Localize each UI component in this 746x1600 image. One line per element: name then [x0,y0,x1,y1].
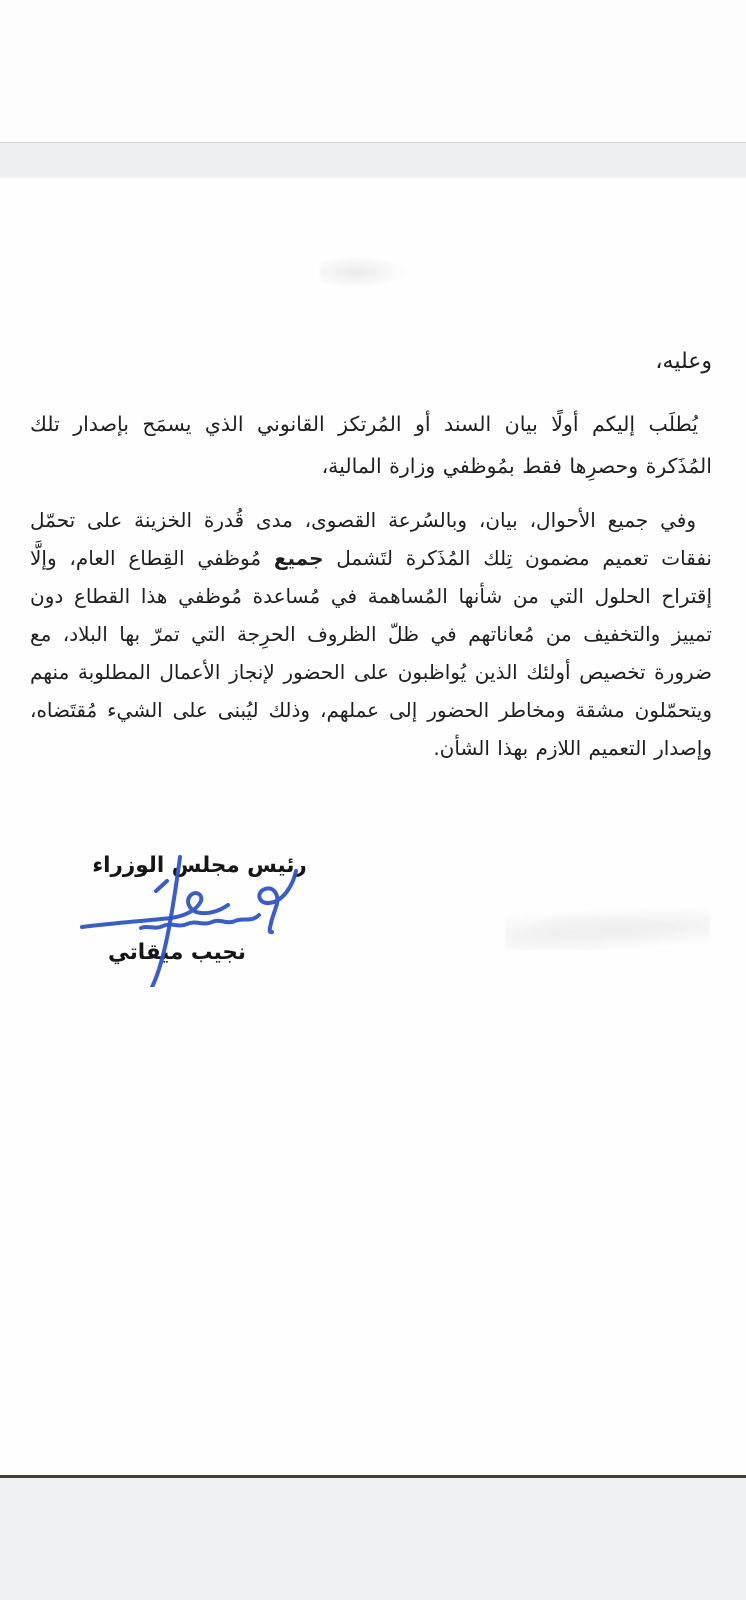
salutation-line: وعليه، [655,349,712,374]
signature-block [87,853,312,965]
bold-word: جميع [273,546,324,570]
signatory-name: نجيب ميقاتي [107,940,246,965]
paragraph-legal-basis: يُطلَب إليكم أولًا بيان السند أو المُرتكز القانوني الذي يسمَح بإصدار تلك المُذَكرة وحصرِها فقط بمُوظفي وزارة المالية، [30,412,712,478]
letter-page [0,178,746,1478]
paragraph-text-segment: مُوظفي القِطاع العام، وإلَّا إقتراح الحلول التي من شأنها المُساهمة في مُساعدة مُوظفي هذا القطاع دون تمييز والتخفيف من مُعاناتهم في ظلّ الظروف الحرِجة التي تمرّ بها البلاد، مع ضرورة تخصيص أولئك الذين يُواظبون على الحضور لإنجاز الأعمال المطلوبة منهم ويتحمّلون مشقة ومخاطر الحضور إلى عملهم، وذلك ليُبنى على الشيء مُقتَضاه، وإصدار التعميم اللازم بهذا الشأن. [30,546,712,760]
previous-page-bottom [0,0,746,143]
paragraph-treasury-request [30,501,712,767]
signatory-title: رئيس مجلس الوزراء [92,853,307,878]
paragraph-text-segment: وفي جميع الأحوال، بيان، وبالسُرعة القصوى، مدى قُدرة الخزينة على تحمّل نفقات تعميم مضمون تِلك المُذَكرة لتَشمل [30,508,712,570]
ink-bleed-smudge [505,906,710,950]
page-separator-band [0,143,746,178]
